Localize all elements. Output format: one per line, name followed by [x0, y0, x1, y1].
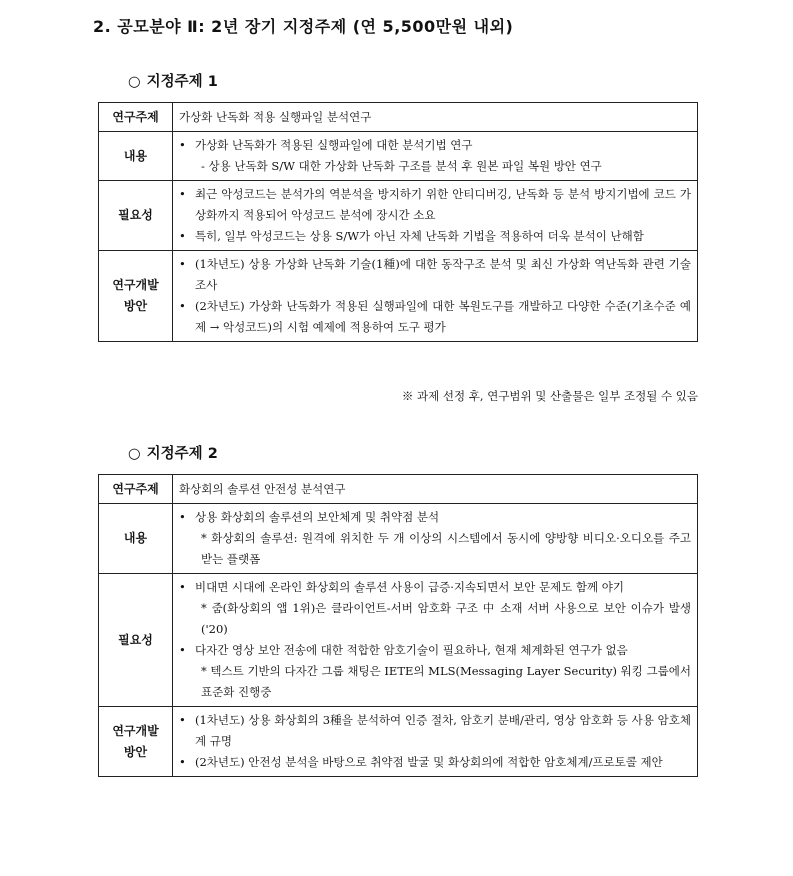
list-item: • 최근 악성코드는 분석가의 역분석을 방지하기 위한 안티디버깅, 난독화 등 분석 방지기법에 코드 가상화까지 적용되어 악성코드 분석에 장시간 소요: [179, 184, 691, 226]
table-row: [99, 504, 698, 574]
sub-item: - 상용 난독화 S/W 대한 가상화 난독화 구조를 분석 후 원본 파일 복원 방안 연구: [201, 159, 602, 173]
table-row: [99, 707, 698, 777]
list-item: • (2차년도) 가상화 난독화가 적용된 실행파일에 대한 복원도구를 개발하고 다양한 수준(기초수준 예제 → 악성코드)의 시험 예제에 적용하여 도구 평가: [179, 296, 691, 338]
bullet-dot-icon: •: [179, 713, 186, 727]
topic-2-table: [98, 474, 698, 777]
circle-bullet-icon: ○: [128, 74, 141, 90]
bullet-dot-icon: •: [179, 257, 186, 271]
bullet-dot-icon: •: [179, 643, 186, 657]
topic-heading-2: [128, 442, 218, 463]
row-label-need: 필요성: [99, 574, 173, 707]
table-row: [99, 574, 698, 707]
table-row: [99, 475, 698, 504]
sub-item: * 텍스트 기반의 다자간 그룹 채팅은 IETE의 MLS(Messaging Layer Security) 워킹 그룹에서 표준화 진행중: [201, 664, 691, 699]
row-label-topic: 연구주제: [99, 103, 173, 132]
sub-item: * 줌(화상회의 앱 1위)은 클라이언트-서버 암호화 구조 中 소재 서버 사용으로 보안 이슈가 발생('20): [201, 601, 691, 636]
row-label-content: 내용: [99, 132, 173, 181]
row-label-topic: 연구주제: [99, 475, 173, 504]
list-item: • (2차년도) 안전성 분석을 바탕으로 취약점 발굴 및 화상회의에 적합한 암호체계/프로토콜 제안: [179, 752, 691, 773]
topic-heading-text: 지정주제 1: [146, 74, 218, 90]
bullet-dot-icon: •: [179, 138, 186, 152]
bullet-dot-icon: •: [179, 299, 186, 313]
row-label-plan: 연구개발 방안: [99, 251, 173, 342]
table-row: [99, 103, 698, 132]
bullet-dot-icon: •: [179, 755, 186, 769]
section-title: 2. 공모분야 Ⅱ: 2년 장기 지정주제 (연 5,500만원 내외): [93, 17, 514, 36]
bullet-dot-icon: •: [179, 187, 186, 201]
topic-1-table: [98, 102, 698, 342]
topic-heading-text: 지정주제 2: [146, 446, 218, 462]
row-label-content: 내용: [99, 504, 173, 574]
list-item: • 상용 화상회의 솔루션의 보안체계 및 취약점 분석: [179, 507, 691, 528]
content-cell: [173, 132, 698, 181]
research-topic-value: 가상화 난독화 적용 실행파일 분석연구: [173, 103, 698, 132]
plan-cell: [173, 707, 698, 777]
research-topic-value: 화상회의 솔루션 안전성 분석연구: [173, 475, 698, 504]
row-label-need: 필요성: [99, 181, 173, 251]
list-item: • 가상화 난독화가 적용된 실행파일에 대한 분석기법 연구: [179, 135, 691, 156]
circle-bullet-icon: ○: [128, 446, 141, 462]
table-row: [99, 132, 698, 181]
list-item: • 특히, 일부 악성코드는 상용 S/W가 아닌 자체 난독화 기법을 적용하여 더욱 분석이 난해함: [179, 226, 691, 247]
row-label-plan: 연구개발 방안: [99, 707, 173, 777]
bullet-dot-icon: •: [179, 229, 186, 243]
sub-item: * 화상회의 솔루션: 원격에 위치한 두 개 이상의 시스템에서 동시에 양방향 비디오·오디오를 주고받는 플랫폼: [201, 531, 691, 566]
list-item: • (1차년도) 상용 화상회의 3種을 분석하여 인증 절차, 암호키 분배/관리, 영상 암호화 등 사용 암호체계 규명: [179, 710, 691, 752]
adjustment-note: ※ 과제 선정 후, 연구범위 및 산출물은 일부 조정될 수 있음: [401, 389, 698, 403]
topic-heading-1: [128, 70, 218, 91]
list-item: • 비대면 시대에 온라인 화상회의 솔루션 사용이 급증·지속되면서 보안 문제도 함께 야기: [179, 577, 691, 598]
need-cell: [173, 181, 698, 251]
table-row: [99, 181, 698, 251]
table-row: [99, 251, 698, 342]
bullet-dot-icon: •: [179, 510, 186, 524]
list-item: • 다자간 영상 보안 전송에 대한 적합한 암호기술이 필요하나, 현재 체계화된 연구가 없음: [179, 640, 691, 661]
need-cell: [173, 574, 698, 707]
bullet-dot-icon: •: [179, 580, 186, 594]
plan-cell: [173, 251, 698, 342]
list-item: • (1차년도) 상용 가상화 난독화 기술(1種)에 대한 동작구조 분석 및 최신 가상화 역난독화 관련 기술조사: [179, 254, 691, 296]
content-cell: [173, 504, 698, 574]
